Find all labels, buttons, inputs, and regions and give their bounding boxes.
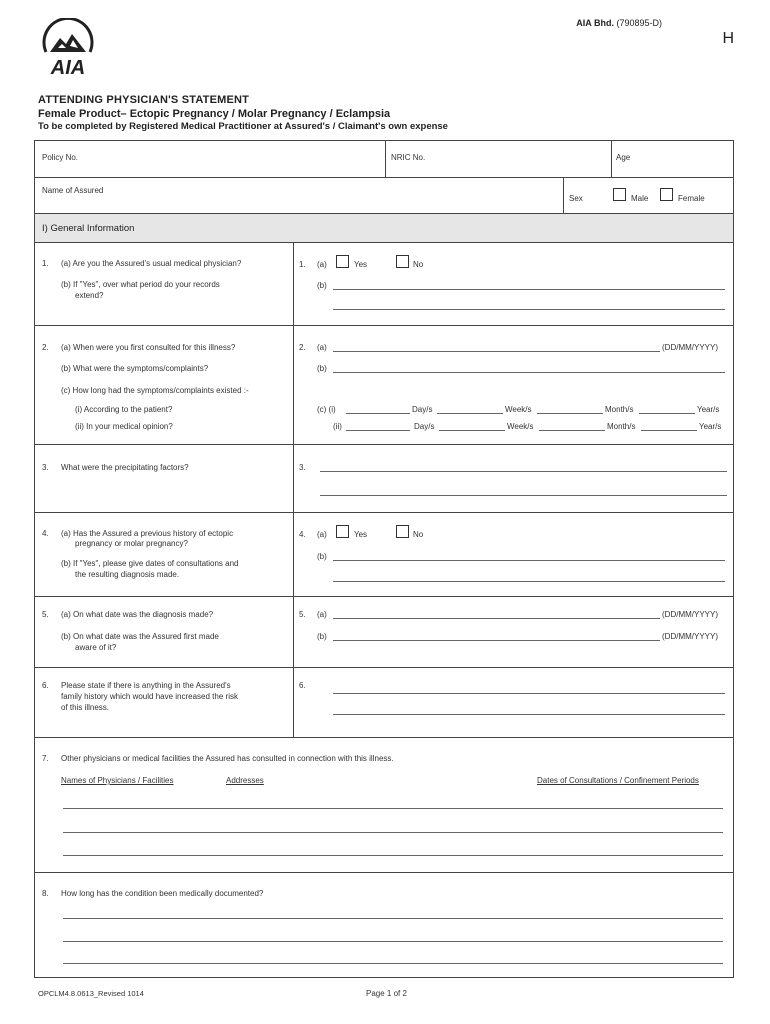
q1b-answer-line-2[interactable] xyxy=(333,309,725,310)
q6-question-line2: family history which would have increased the risk xyxy=(61,692,238,701)
q1b-question-line1: (b) If "Yes", over what period do your records xyxy=(61,280,220,289)
q2cii-years-field[interactable] xyxy=(641,430,697,431)
q3-question: What were the precipitating factors? xyxy=(61,463,189,472)
form-instruction: To be completed by Registered Medical Practitioner at Assured's / Claimant's own expense xyxy=(38,121,448,132)
q2ci-days-field[interactable] xyxy=(346,413,410,414)
q5b-answer-line[interactable] xyxy=(333,640,660,641)
q8-number: 8. xyxy=(42,889,49,898)
q6-number: 6. xyxy=(42,681,49,690)
q1a-question: (a) Are you the Assured's usual medical physician? xyxy=(61,259,242,268)
q7-col-addresses: Addresses xyxy=(226,776,264,785)
q7-number: 7. xyxy=(42,754,49,763)
q1-yes-checkbox[interactable] xyxy=(336,255,349,268)
q2b-question: (b) What were the symptoms/complaints? xyxy=(61,364,209,373)
q2a-question: (a) When were you first consulted for this illness? xyxy=(61,343,236,352)
q4a-question-line2: pregnancy or molar pregnancy? xyxy=(75,539,188,548)
q2cii-question: (ii) In your medical opinion? xyxy=(75,422,173,431)
q8-answer-line[interactable] xyxy=(63,918,723,919)
q2ci-weeks-label: Week/s xyxy=(505,405,532,414)
q5-answer-number: 5. xyxy=(299,610,306,619)
q8-question: How long has the condition been medically documented? xyxy=(61,889,264,898)
female-label: Female xyxy=(678,194,705,203)
q2cii-answer-label: (ii) xyxy=(333,422,342,431)
q1-yes-label: Yes xyxy=(354,260,368,269)
q2cii-days-field[interactable] xyxy=(346,430,410,431)
q7-question: Other physicians or medical facilities the Assured has consulted in connection with this illness. xyxy=(61,754,394,763)
q5b-answer-label: (b) xyxy=(317,632,327,641)
name-of-assured-label: Name of Assured xyxy=(42,186,104,195)
q2c-question: (c) How long had the symptoms/complaints existed :- xyxy=(61,386,249,395)
q5a-question: (a) On what date was the diagnosis made? xyxy=(61,610,214,619)
q2a-date-format: (DD/MM/YYYY) xyxy=(662,343,718,352)
q2cii-weeks-field[interactable] xyxy=(439,430,505,431)
form-title: ATTENDING PHYSICIAN'S STATEMENT xyxy=(38,94,250,106)
q2a-answer-label: (a) xyxy=(317,343,327,352)
q4-answer-number: 4. xyxy=(299,530,306,539)
q5b-question-line2: aware of it? xyxy=(75,643,117,652)
q4b-answer-label: (b) xyxy=(317,552,327,561)
logo-text: AIA xyxy=(50,57,86,78)
form-letter: H xyxy=(722,30,734,47)
q7-col-dates: Dates of Consultations / Confinement Periods xyxy=(537,776,699,785)
q4-yes-label: Yes xyxy=(354,530,368,539)
q1-answer-number: 1. xyxy=(299,260,306,269)
q6-answer-line[interactable] xyxy=(333,693,725,694)
q5a-date-format: (DD/MM/YYYY) xyxy=(662,610,718,619)
sex-label: Sex xyxy=(569,194,583,203)
q3-answer-line-2[interactable] xyxy=(320,495,727,496)
q3-answer-line[interactable] xyxy=(320,471,727,472)
q8-answer-line-3[interactable] xyxy=(63,963,723,964)
q2ci-weeks-field[interactable] xyxy=(437,413,503,414)
form-frame xyxy=(34,140,734,978)
q2b-answer-line[interactable] xyxy=(333,372,725,373)
q2-answer-number: 2. xyxy=(299,343,306,352)
q5b-question-line1: (b) On what date was the Assured first made xyxy=(61,632,219,641)
policy-no-label: Policy No. xyxy=(42,153,79,162)
q1b-answer-label: (b) xyxy=(317,281,327,290)
q2cii-years-label: Year/s xyxy=(699,422,722,431)
q2ci-months-label: Month/s xyxy=(605,405,634,414)
q4a-answer-label: (a) xyxy=(317,530,327,539)
male-checkbox[interactable] xyxy=(613,188,626,201)
q1b-answer-line[interactable] xyxy=(333,289,725,290)
q2b-answer-label: (b) xyxy=(317,364,327,373)
section-title: I) General Information xyxy=(42,223,135,234)
page-number: Page 1 of 2 xyxy=(366,989,407,998)
q3-answer-number: 3. xyxy=(299,463,306,472)
q2cii-days-label: Day/s xyxy=(414,422,435,431)
q5b-date-format: (DD/MM/YYYY) xyxy=(662,632,718,641)
q4b-answer-line-2[interactable] xyxy=(333,581,725,582)
form-code: OPCLM4.8.0613_Revised 1014 xyxy=(38,989,144,998)
q7-answer-line[interactable] xyxy=(63,808,723,809)
q6-answer-line-2[interactable] xyxy=(333,714,725,715)
q1-no-label: No xyxy=(413,260,424,269)
company-name: AIA Bhd. xyxy=(576,18,614,28)
aia-logo xyxy=(36,18,100,78)
q2a-answer-line[interactable] xyxy=(333,351,660,352)
q2ci-question: (i) According to the patient? xyxy=(75,405,173,414)
q5-number: 5. xyxy=(42,610,49,619)
q2ci-months-field[interactable] xyxy=(537,413,603,414)
company-reg-no: (790895-D) xyxy=(616,18,662,28)
q2cii-months-label: Month/s xyxy=(607,422,636,431)
q4-yes-checkbox[interactable] xyxy=(336,525,349,538)
form-subtitle: Female Product– Ectopic Pregnancy / Molar Pregnancy / Eclampsia xyxy=(38,108,391,120)
q2cii-weeks-label: Week/s xyxy=(507,422,534,431)
q2ci-years-label: Year/s xyxy=(697,405,720,414)
section-general-information xyxy=(35,213,733,243)
q4-no-checkbox[interactable] xyxy=(396,525,409,538)
q3-number: 3. xyxy=(42,463,49,472)
q4b-question-line1: (b) If "Yes", please give dates of consultations and xyxy=(61,559,239,568)
q4b-answer-line[interactable] xyxy=(333,560,725,561)
q4-number: 4. xyxy=(42,529,49,538)
q7-answer-line-2[interactable] xyxy=(63,832,723,833)
q1-number: 1. xyxy=(42,259,49,268)
q1-no-checkbox[interactable] xyxy=(396,255,409,268)
age-label: Age xyxy=(616,153,631,162)
q6-answer-number: 6. xyxy=(299,681,306,690)
female-checkbox[interactable] xyxy=(660,188,673,201)
q1b-question-line2: extend? xyxy=(75,291,104,300)
q5a-answer-line[interactable] xyxy=(333,618,660,619)
q2ci-days-label: Day/s xyxy=(412,405,433,414)
q4a-question-line1: (a) Has the Assured a previous history of ectopic xyxy=(61,529,234,538)
q2-number: 2. xyxy=(42,343,49,352)
q5a-answer-label: (a) xyxy=(317,610,327,619)
company-header xyxy=(576,18,662,28)
q2ci-answer-label: (c) (i) xyxy=(317,405,336,414)
q6-question-line1: Please state if there is anything in the Assured's xyxy=(61,681,231,690)
q1a-answer-label: (a) xyxy=(317,260,327,269)
q4-no-label: No xyxy=(413,530,424,539)
q8-answer-line-2[interactable] xyxy=(63,941,723,942)
q6-question-line3: of this illness. xyxy=(61,703,110,712)
q2ci-years-field[interactable] xyxy=(639,413,695,414)
q7-col-physicians: Names of Physicians / Facilities xyxy=(61,776,174,785)
male-label: Male xyxy=(631,194,649,203)
q4b-question-line2: the resulting diagnosis made. xyxy=(75,570,180,579)
nric-no-label: NRIC No. xyxy=(391,153,426,162)
q2cii-months-field[interactable] xyxy=(539,430,605,431)
q7-answer-line-3[interactable] xyxy=(63,855,723,856)
